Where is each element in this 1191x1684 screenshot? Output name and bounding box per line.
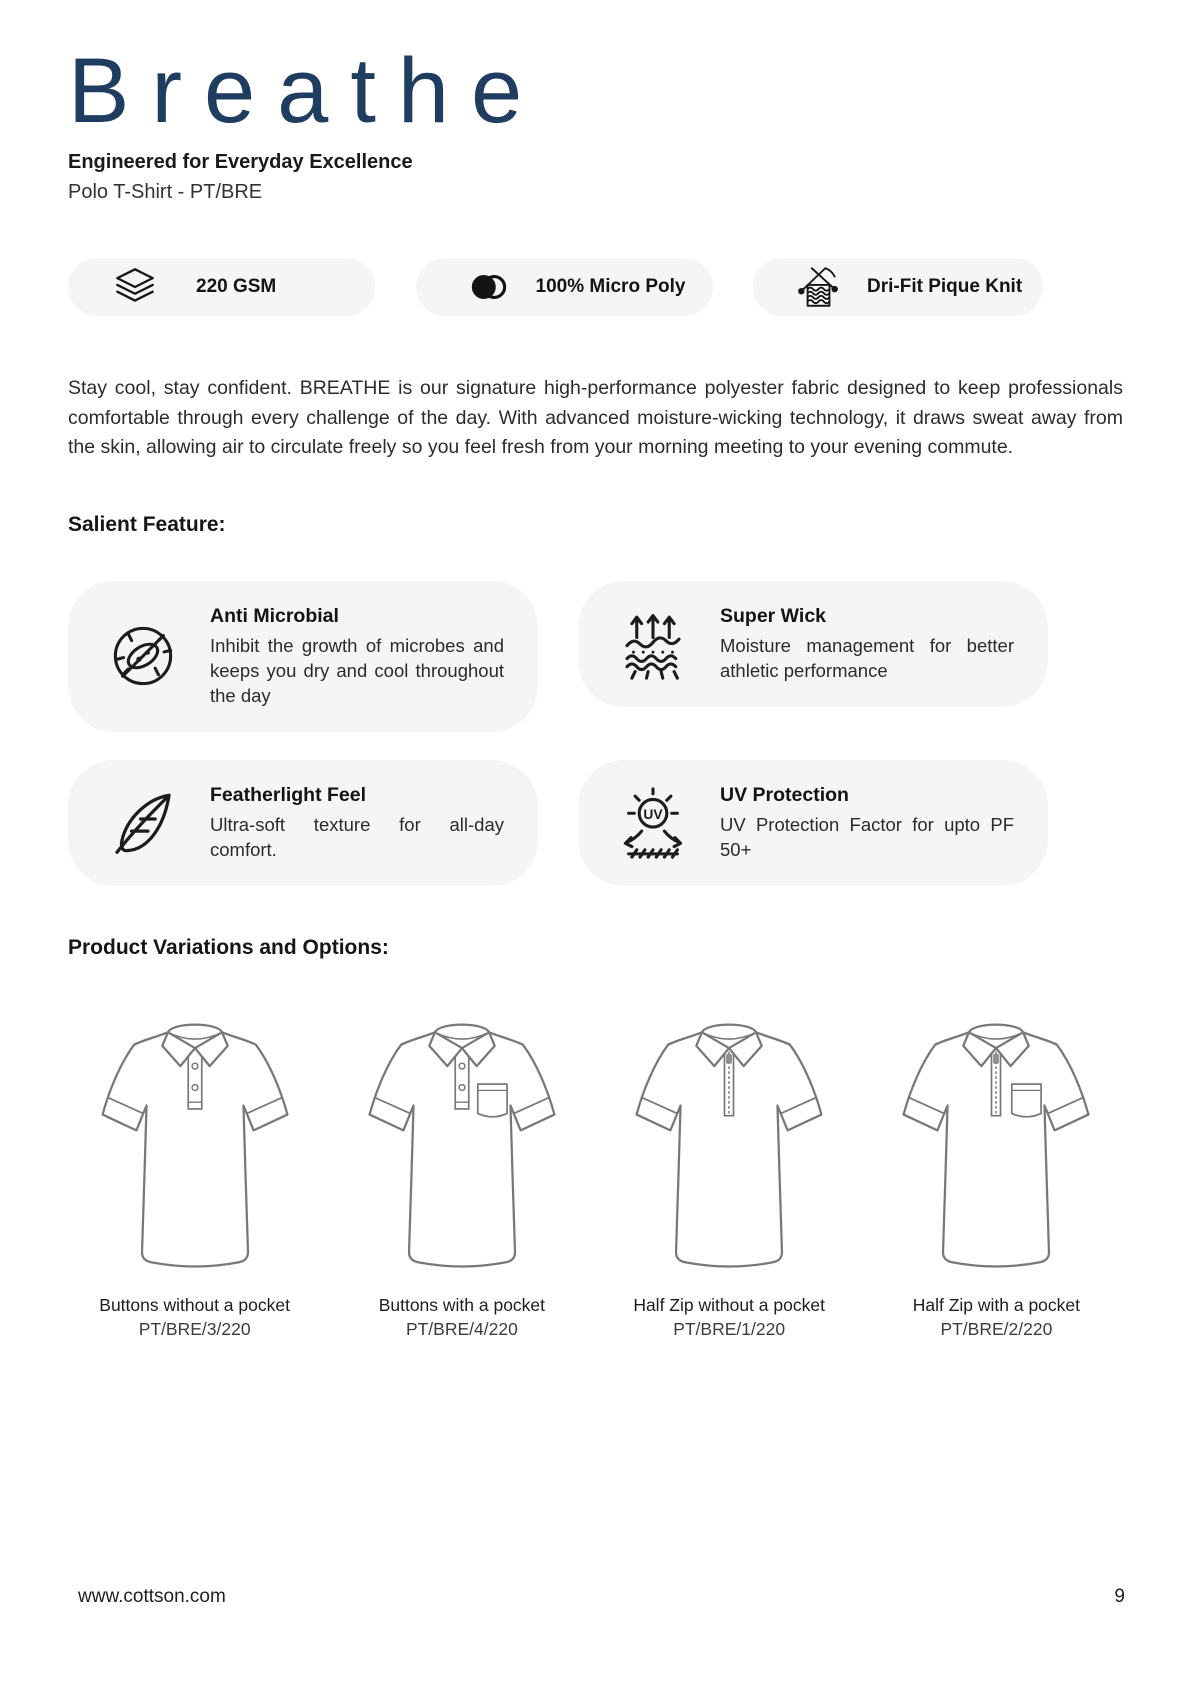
page-subtitle: Engineered for Everyday Excellence	[68, 151, 413, 174]
variation-code: PT/BRE/4/220	[405, 1318, 518, 1339]
page-number: 9	[1114, 1586, 1125, 1607]
badge-gsm	[68, 258, 375, 316]
polo-shirt-image	[68, 986, 321, 1286]
product-description: Stay cool, stay confident. BREATHE is our signature high-performance polyester fabric designed to keep professionals comfortable through every challenge of the day. With advanced moisture-wicking technology, it draws sweat away from the skin, allowing air to circulate freely so you feel fresh from your morning meeting to your evening commute.	[68, 377, 1123, 459]
variation-buttons-no-pocket	[68, 986, 321, 1341]
website-url: www.cottson.com	[78, 1586, 226, 1607]
product-variations	[68, 986, 1123, 1341]
variation-name: Buttons with a pocket	[378, 1294, 546, 1315]
badge-knit-label: Dri-Fit Pique Knit	[867, 276, 1023, 298]
blend-circles-icon	[464, 262, 514, 312]
feature-title: Super Wick	[720, 604, 827, 627]
feature-title: Featherlight Feel	[210, 783, 367, 806]
feature-description: Inhibit the growth of microbes and keeps you dry and cool throughout the day	[210, 634, 504, 706]
feature-card-super-wick	[578, 581, 1048, 707]
feature-card-anti-microbial	[68, 581, 538, 732]
feature-description: UV Protection Factor for upto PF 50+	[720, 813, 1014, 860]
variation-buttons-pocket	[335, 986, 588, 1341]
polo-shirt-image	[870, 986, 1123, 1286]
svg-text:UV: UV	[643, 805, 663, 822]
feature-title: UV Protection	[720, 783, 849, 806]
variation-halfzip-pocket	[870, 986, 1123, 1341]
anti-microbial-icon	[104, 617, 182, 695]
spec-badges	[68, 258, 1043, 316]
variations-heading: Product Variations and Options:	[68, 935, 389, 959]
variation-code: PT/BRE/3/220	[138, 1318, 251, 1339]
variation-name: Half Zip with a pocket	[912, 1294, 1081, 1315]
super-wick-icon	[614, 605, 692, 683]
page-footer	[78, 1586, 1125, 1608]
salient-feature-heading: Salient Feature:	[68, 512, 226, 536]
feature-cards	[68, 581, 1048, 886]
layers-icon	[110, 262, 160, 312]
badge-material	[416, 258, 713, 316]
knit-icon	[793, 262, 843, 312]
variation-halfzip-no-pocket	[603, 986, 856, 1341]
polo-shirt-image	[603, 986, 856, 1286]
product-line: Polo T-Shirt - PT/BRE	[68, 181, 263, 204]
variation-name: Buttons without a pocket	[99, 1294, 290, 1315]
badge-material-label: 100% Micro Poly	[535, 276, 686, 298]
feature-description: Ultra-soft texture for all-day comfort.	[210, 813, 504, 860]
polo-shirt-image	[335, 986, 588, 1286]
variation-code: PT/BRE/1/220	[673, 1318, 786, 1339]
page-title: Breathe	[68, 40, 545, 142]
uv-protection-icon	[614, 784, 692, 862]
feature-card-featherlight	[68, 760, 538, 886]
feature-title: Anti Microbial	[210, 604, 339, 627]
badge-knit	[753, 258, 1043, 316]
badge-gsm-label: 220 GSM	[196, 276, 277, 298]
variation-code: PT/BRE/2/220	[940, 1318, 1053, 1339]
feather-icon	[104, 784, 182, 862]
variation-name: Half Zip without a pocket	[633, 1294, 825, 1315]
feature-description: Moisture management for better athletic performance	[720, 634, 1014, 681]
feature-card-uv-protection	[578, 760, 1048, 886]
